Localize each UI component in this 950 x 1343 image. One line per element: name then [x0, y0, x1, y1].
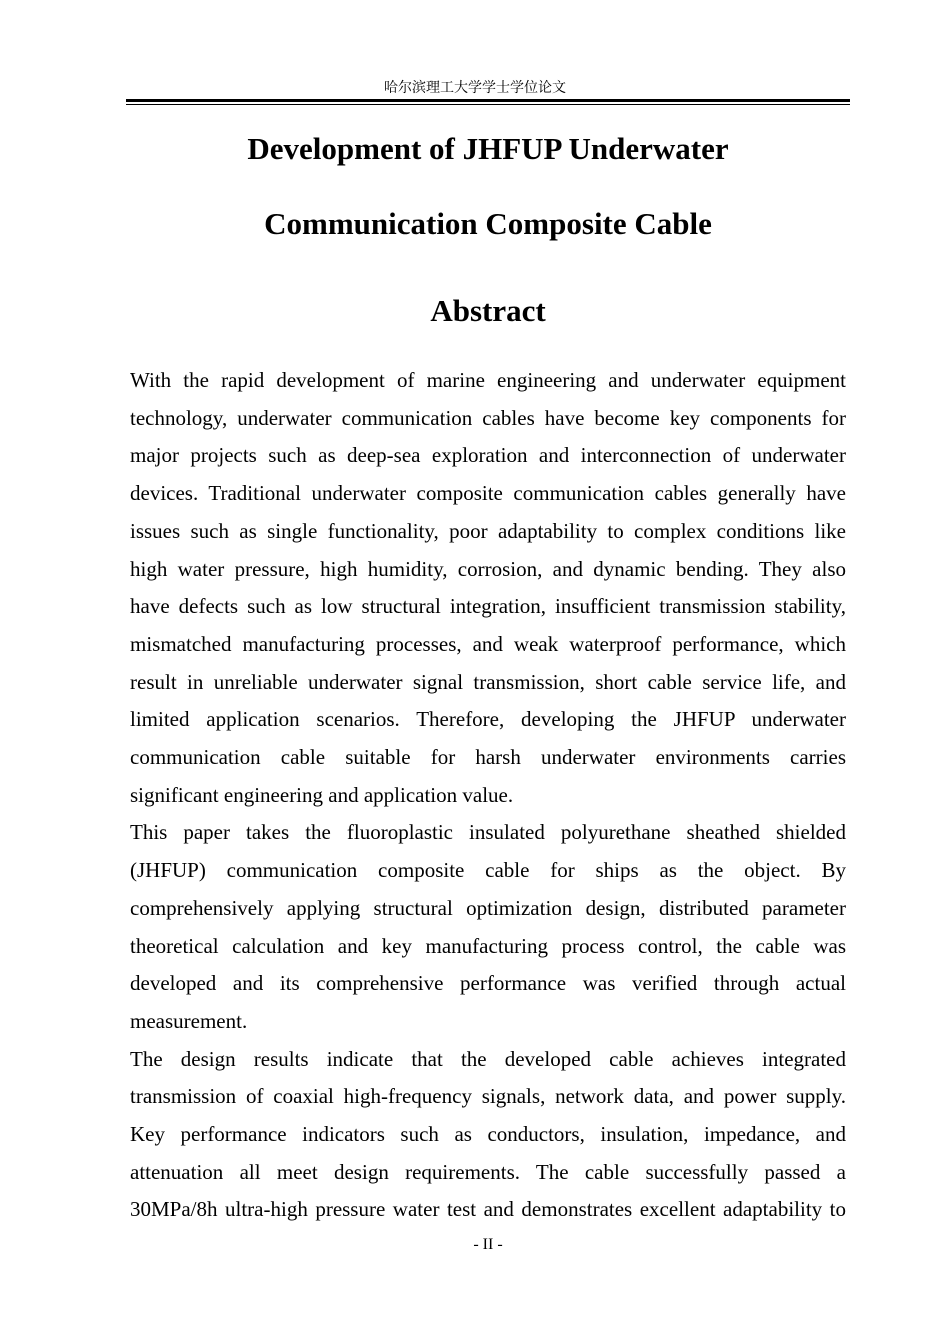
thesis-title-line-1: Development of JHFUP Underwater	[247, 131, 729, 166]
text-line: Key performance indicators such as conductors, insulation, impedance, and	[130, 1122, 846, 1147]
text-line: attenuation all meet design requirements. The cable successfully passed a	[130, 1159, 846, 1184]
text-line: devices. Traditional underwater composite communication cables generally have	[130, 481, 846, 506]
text-line: limited application scenarios. Therefore, developing the JHFUP underwater	[130, 707, 846, 732]
text-line: mismatched manufacturing processes, and weak waterproof performance, which	[130, 631, 846, 656]
abstract-paragraph-1	[130, 362, 846, 814]
text-line: result in unreliable underwater signal transmission, short cable service life, and	[130, 669, 846, 694]
abstract-body	[130, 362, 846, 1229]
text-line: transmission of coaxial high-frequency signals, network data, and power supply.	[130, 1084, 846, 1109]
running-header: 哈尔滨理工大学学士学位论文	[384, 80, 566, 96]
text-line: issues such as single functionality, poor adaptability to complex conditions like	[130, 518, 846, 543]
text-line: have defects such as low structural integration, insufficient transmission stability,	[130, 594, 846, 619]
text-line: (JHFUP) communication composite cable for ships as the object. By	[130, 858, 846, 883]
header-rule-thick	[126, 99, 850, 102]
text-line: technology, underwater communication cables have become key components for	[130, 405, 846, 430]
text-line: high water pressure, high humidity, corrosion, and dynamic bending. They also	[130, 556, 846, 581]
page-number: - II -	[473, 1236, 503, 1253]
abstract-heading: Abstract	[430, 293, 546, 328]
text-line: With the rapid development of marine engineering and underwater equipment	[130, 368, 846, 392]
thesis-title-line-2: Communication Composite Cable	[264, 206, 712, 241]
text-line: comprehensively applying structural optimization design, distributed parameter	[130, 895, 846, 920]
abstract-paragraph-2	[130, 814, 846, 1040]
text-line: measurement.	[130, 1008, 248, 1033]
text-line: communication cable suitable for harsh underwater environments carries	[130, 745, 846, 770]
header-rule-thin	[126, 104, 850, 105]
text-line: significant engineering and application value.	[130, 782, 514, 807]
text-line: The design results indicate that the developed cable achieves integrated	[130, 1046, 846, 1071]
text-line: 30MPa/8h ultra-high pressure water test and demonstrates excellent adaptability to	[130, 1197, 846, 1222]
abstract-paragraph-3	[130, 1041, 846, 1230]
text-line: developed and its comprehensive performance was verified through actual	[130, 971, 846, 996]
text-line: This paper takes the fluoroplastic insulated polyurethane sheathed shielded	[130, 820, 846, 845]
text-line: theoretical calculation and key manufacturing process control, the cable was	[130, 933, 846, 958]
text-line: major projects such as deep-sea exploration and interconnection of underwater	[130, 443, 846, 468]
